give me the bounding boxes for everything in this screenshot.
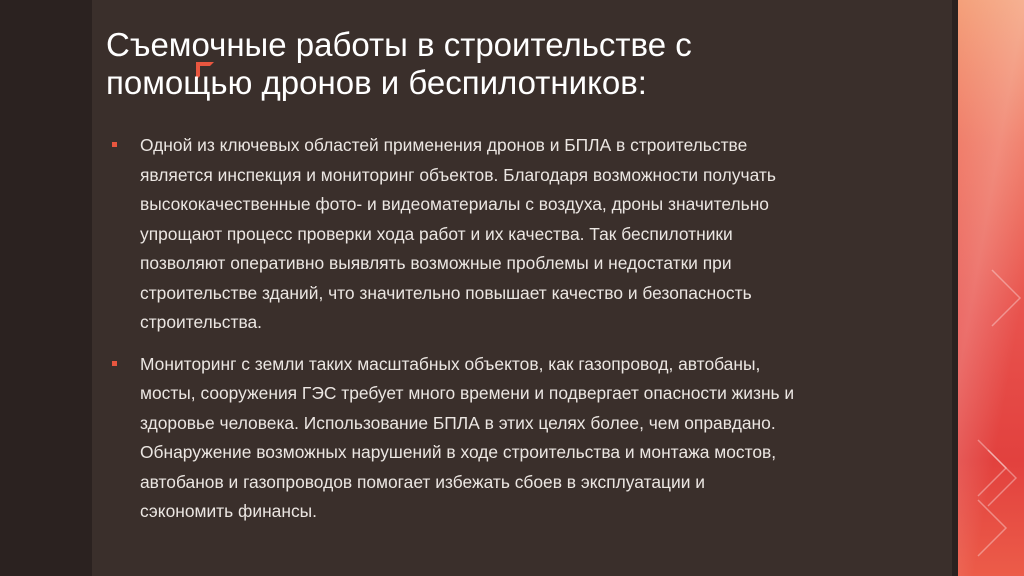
bullet-line: упрощают процесс проверки хода работ и их качества. Так беспилотники [140, 223, 733, 244]
slide-title-line-2: помощью дронов и беспилотников: [106, 64, 647, 101]
bullet-item [112, 131, 942, 338]
bullet-line: автобанов и газопроводов помогает избежать сбоев в эксплуатации и [140, 471, 705, 492]
chevron-pattern-icon [958, 0, 1024, 576]
square-bullet-icon [112, 142, 117, 147]
bullet-item [112, 350, 942, 527]
bullet-line: здоровье человека. Использование БПЛА в этих целях более, чем оправдано. [140, 412, 776, 433]
bullet-line: мосты, сооружения ГЭС требует много времени и подвергает опасности жизнь и [140, 383, 795, 403]
bullet-line: сэкономить финансы. [140, 501, 317, 521]
bullet-line: Одной из ключевых областей применения дронов и БПЛА в строительстве [140, 135, 748, 155]
bullet-line: высококачественные фото- и видеоматериалы с воздуха, дроны значительно [140, 194, 769, 214]
bullet-line: является инспекция и мониторинг объектов. Благодаря возможности получать [140, 164, 776, 185]
square-bullet-icon [112, 361, 117, 366]
bullet-line: Обнаружение возможных нарушений в ходе строительства и монтажа мостов, [140, 442, 777, 462]
slide-title [106, 26, 926, 102]
bullet-list [112, 131, 942, 539]
left-margin [0, 0, 92, 576]
bullet-line: позволяют оперативно выявлять возможные проблемы и недостатки при [140, 253, 732, 273]
slide-title-line-1: Съемочные работы в строительстве с [106, 26, 692, 63]
bullet-line: строительстве зданий, что значительно повышает качество и безопасность [140, 282, 752, 303]
bullet-line: Мониторинг с земли таких масштабных объектов, как газопровод, автобаны, [140, 353, 761, 374]
accent-band [958, 0, 1024, 576]
bullet-line: строительства. [140, 312, 262, 332]
